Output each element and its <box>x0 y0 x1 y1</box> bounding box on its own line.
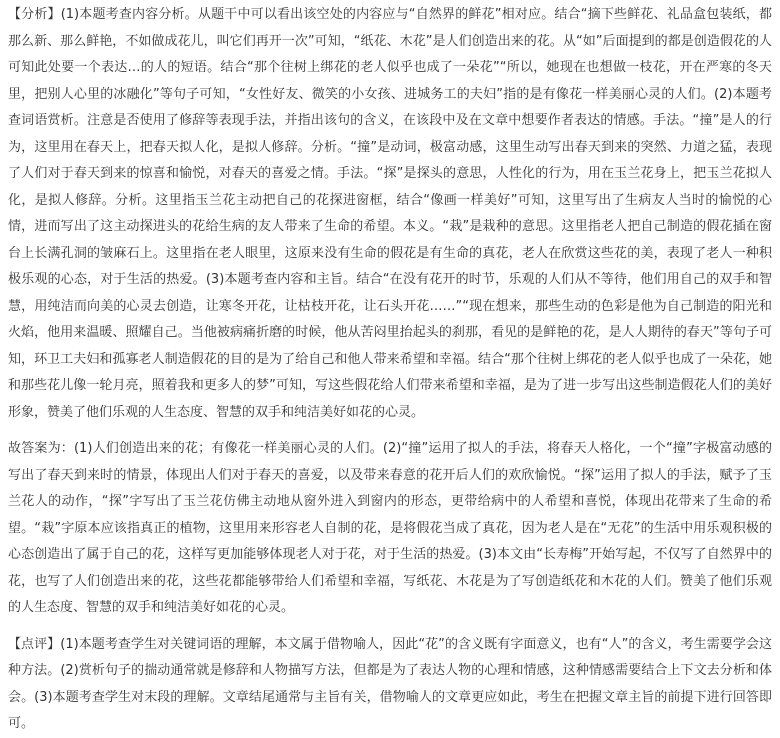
analysis-text: (1)本题考查内容分析。从题干中可以看出该空处的内容应与“自然界的鲜花”相对应。结合“摘下些鲜花、礼品盒包装纸，都那么新、那么鲜艳，不如做成花儿，叫它们再开一次”可知，“纸花、木花”是人们创造出来的花。从“如”后面提到的都是创造假花的人可知此处要一个表达…的人的短语。结合“那个往树上绑花的老人似乎也成了一朵花”“所以，她现在也想做一枝花，开在严寒的冬天里，把别人心里的冰融化”等句子可知，“女性好友、微笑的小女孩、进城务工的夫妇”指的是有像花一样美丽心灵的人们。(2)本题考查词语赏析。注意是否使用了修辞等表现手法，并指出该句的含义，在该段中及在文章中想要作者表达的情感。手法。“撞”是人的行为，这里用在春天上，把春天拟人化，是拟人修辞。分析。“撞”是动词，极富动感，这里生动写出春天到来的突然、力道之猛，表现了人们对于春天到来的惊喜和愉悦，对春天的喜爱之情。手法。“探”是探头的意思，人性化的行为，用在玉兰花身上，把玉兰花拟人化，是拟人修辞。分析。这里指玉兰花主动把自己的花探进窗框，结合“像画一样美好”可知，这里写出了生病友人当时的愉悦的心情，进而写出了这主动探进头的花给生病的友人带来了生命的希望。本义。“栽”是栽种的意思。这里指老人把自己制造的假花插在窗台上长满孔洞的皱麻石上。这里指在老人眼里，这原来没有生命的假花是有生命的真花，老人在欣赏这些花的美，表现了老人一种积极乐观的心态，对于生活的热爱。(3)本题考查内容和主旨。结合“在没有花开的时节，乐观的人们从不等待，他们用自己的双手和智慧，用纯洁而向美的心灵去创造，让寒冬开花，让枯枝开花，让石头开花……”“现在想来，那些生动的色彩是他为自己制造的阳光和火焰，他用来温暖、照耀自己。当他被病痛折磨的时候，他从苦闷里抬起头的刹那，看见的是鲜艳的花，是人人期待的春天”等句子可知，环卫工夫妇和孤寡老人制造假花的目的是为了给自己和他人带来希望和幸福。结合“那个往树上绑花的老人似乎也成了一朵花，她和那些花儿像一轮月亮，照着我和更多人的梦”可知，写这些假花给人们带来希望和幸福，是为了进一步写出这些制造假花人们的美好形象，赞美了他们乐观的人生态度、智慧的双手和纯洁美好如花的心灵。 <box>8 7 772 420</box>
comment-paragraph <box>8 632 772 738</box>
comment-text: (1)本题考查学生对关键词语的理解，本文属于借物喻人，因此“花”的含义既有字面意义，也有“人”的含义，考生需要学会这种方法。(2)赏析句子的揣动通常就是修辞和人物描写方法，但都是为了表达人物的心理和情感，这种情感需要结合上下文去分析和体会。(3)本题考查学生对末段的理解。文章结尾通常与主旨有关，借物喻人的文章更应如此，考生在把握文章主旨的前提下进行回答即可。 <box>8 636 772 731</box>
answer-text: 故答案为：(1)人们创造出来的花；有像花一样美丽心灵的人们。(2)“撞”运用了拟人的手法，将春天人格化，一个“撞”字极富动感的写出了春天到来时的情景，体现出人们对于春天的喜爱，以及带来春意的花开后人们的欢欣愉悦。“探”运用了拟人的手法，赋予了玉兰花人的动作，“探”字写出了玉兰花仿佛主动地从窗外进入到窗内的形态，更带给病中的人希望和喜悦，体现出花带来了生命的希望。“栽”字原本应该指真正的植物，这里用来形容老人自制的花，是将假花当成了真花，因为老人是在“无花”的生活中用乐观积极的心态创造出了属于自己的花，这样写更加能够体现老人对于花，对于生活的热爱。(3)本文由“长寿梅”开始写起，不仅写了自然界中的花，也写了人们创造出来的花，这些花都能够带给人们希望和幸福，写纸花、木花是为了写创造纸花和木花的人们。赞美了他们乐观的人生态度、智慧的双手和纯洁美好如花的心灵。 <box>8 441 772 615</box>
comment-tag: 【点评】 <box>8 636 61 652</box>
answer-paragraph <box>8 436 772 622</box>
analysis-tag: 【分析】 <box>8 7 61 22</box>
analysis-paragraph <box>8 2 772 426</box>
